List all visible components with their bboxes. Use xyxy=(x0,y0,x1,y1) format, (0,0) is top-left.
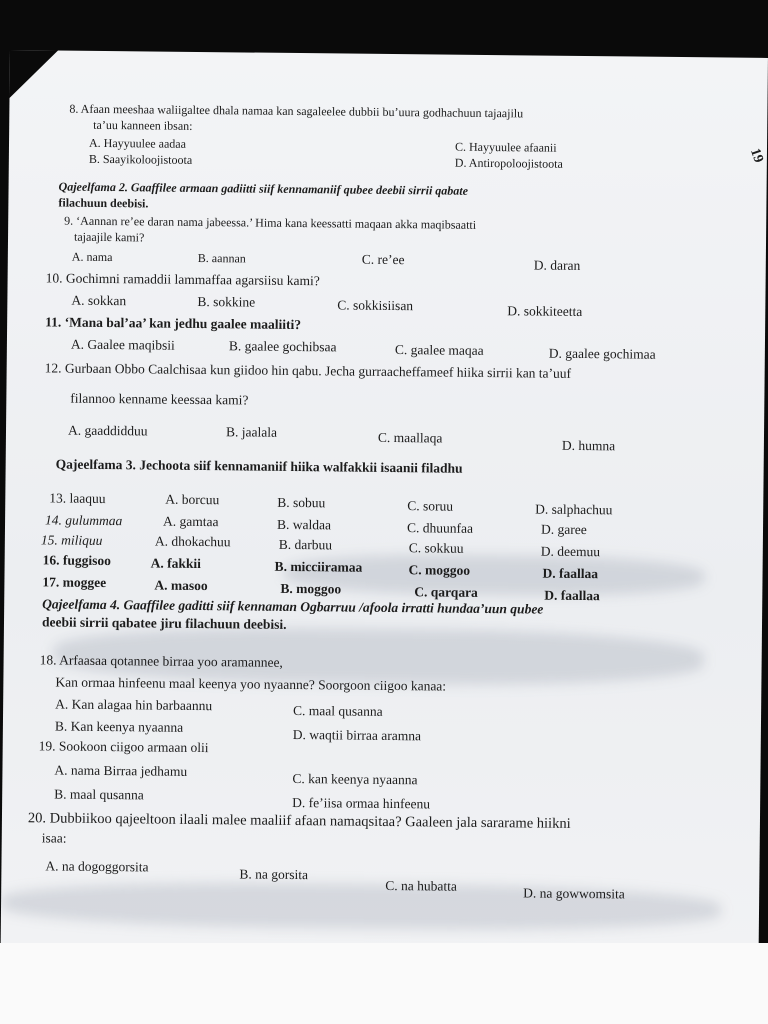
q15-option-b: B. darbuu xyxy=(278,536,333,553)
q12-option-b: B. jaalala xyxy=(225,424,278,440)
q10-option-b: B. sokkine xyxy=(197,293,256,310)
q9-stem-cont: tajaajile kami? xyxy=(73,229,145,245)
q16-option-c: C. moggoo xyxy=(408,562,471,578)
q18-option-a: A. Kan alagaa hin barbaannu xyxy=(55,696,213,714)
exam-sheet xyxy=(1,50,768,953)
q18-stem-cont: Kan ormaa hinfeenu maal keenya yoo nyaanne? Soorgoon ciigoo kanaa: xyxy=(55,674,447,694)
q11-option-c: C. gaalee maqaa xyxy=(394,342,484,358)
q11-option-a: A. Gaalee maqibsii xyxy=(70,336,175,353)
q19-stem: 19. Sookoon ciigoo armaan olii xyxy=(38,738,209,756)
folded-corner xyxy=(9,50,58,99)
q12-option-a: A. gaaddidduu xyxy=(67,422,148,439)
q15-option-d: D. deemuu xyxy=(540,543,601,560)
q14-option-a: A. gamtaa xyxy=(162,513,219,530)
q10-option-d: D. sokkiteetta xyxy=(507,303,583,320)
q19-option-c: C. kan keenya nyaanna xyxy=(292,770,418,788)
q11-option-d: D. gaalee gochimaa xyxy=(548,345,656,362)
q9-option-b: B. aannan xyxy=(197,250,246,266)
q13-option-d: D. salphachuu xyxy=(535,501,613,518)
q17-option-c: C. qarqara xyxy=(414,584,478,600)
q17-option-b: B. moggoo xyxy=(280,580,342,597)
q8-option-c: C. Hayyuulee afaanii xyxy=(454,139,557,155)
q16-option-b: B. micciiramaa xyxy=(274,558,363,575)
q12-stem-cont: filannoo kenname keessaa kami? xyxy=(70,390,249,408)
q12-stem: 12. Gurbaan Obbo Caalchisaa kun giidoo hin qabu. Jecha gurraacheffameef hiika sirrii kan ta’uuf xyxy=(44,360,572,381)
q8-option-b: B. Saayikoloojistoota xyxy=(88,151,193,167)
q8-stem: 8. Afaan meeshaa waliigaltee dhala namaa kan sagaleelee dubbii bu’uura godhachuun tajaajilu xyxy=(69,101,524,121)
q18-option-d: D. waqtii birraa aramna xyxy=(292,726,422,744)
q9-stem: 9. ‘Aannan re’ee daran nama jabeessa.’ Hima kana keessatti maqaan akka maqibsaatti xyxy=(64,213,477,232)
q10-stem: 10. Gochimni ramaddii lammaffaa agarsiisu kami? xyxy=(45,270,320,289)
q15-word: 15. miliquu xyxy=(40,532,103,548)
q20-option-d: D. na gowwomsita xyxy=(523,885,625,902)
q14-option-d: D. garee xyxy=(540,521,587,538)
section2-instruction-cont: filachuun deebisi. xyxy=(58,195,149,211)
q19-option-b: B. maal qusanna xyxy=(54,786,144,803)
section3-instruction: Qajeelfama 3. Jechoota siif kennamaniif hiika walfakkii isaanii filadhu xyxy=(55,456,463,476)
q19-option-d: D. fe’iisa ormaa hinfeenu xyxy=(292,794,431,812)
q16-option-a: A. fakkii xyxy=(150,555,201,572)
q14-option-c: C. dhuunfaa xyxy=(406,520,474,536)
page-number: 19 xyxy=(747,146,766,165)
q16-option-d: D. faallaa xyxy=(542,565,599,582)
q15-option-a: A. dhokachuu xyxy=(154,533,231,550)
q11-option-b: B. gaalee gochibsaa xyxy=(228,338,337,355)
q12-option-c: C. maallaqa xyxy=(377,429,443,446)
q17-option-a: A. masoo xyxy=(154,577,208,594)
section4-instruction: Qajeelfama 4. Gaaffilee gaditti siif kennaman Ogbarruu /afoola irratti hundaa’uun qubee xyxy=(42,596,544,617)
q9-option-d: D. daran xyxy=(533,257,581,273)
q14-option-b: B. waldaa xyxy=(276,516,332,533)
q18-option-c: C. maal qusanna xyxy=(293,703,383,719)
section4-instruction-cont: deebii sirrii qabatee jiru filachuun deebisi. xyxy=(41,614,287,632)
q13-word: 13. laaquu xyxy=(49,490,106,507)
q20-stem-cont: isaa: xyxy=(41,830,67,846)
q13-option-a: A. borcuu xyxy=(165,491,220,508)
q10-option-c: C. sokkisiisan xyxy=(337,297,414,314)
q19-option-a: A. nama Birraa jedhamu xyxy=(54,762,188,779)
q15-option-c: C. sokkuu xyxy=(408,540,464,556)
q20-stem: 20. Dubbiikoo qajeeltoon ilaali malee maaliif afaan namaqsitaa? Gaaleen jala sararame hiikni xyxy=(27,810,571,832)
q8-stem-cont: ta’uu kanneen ibsan: xyxy=(93,117,193,133)
q20-option-c: C. na hubatta xyxy=(385,877,457,894)
q18-option-b: B. Kan keenya nyaanna xyxy=(54,718,184,735)
q13-option-c: C. soruu xyxy=(407,498,454,514)
q14-word: 14. gulummaa xyxy=(45,512,123,529)
q8-option-d: D. Antiropoloojistoota xyxy=(454,155,563,171)
q20-option-a: A. na dogoggorsita xyxy=(45,858,149,875)
q20-option-b: B. na gorsita xyxy=(239,866,309,883)
q8-option-a: A. Hayyuulee aadaa xyxy=(88,135,187,151)
q10-option-a: A. sokkan xyxy=(71,292,127,309)
section2-instruction: Qajeelfama 2. Gaaffilee armaan gadiitti siif kennamaniif qubee deebii sirrii qabate xyxy=(58,179,469,198)
background-surface xyxy=(0,943,768,1024)
q11-stem: 11. ‘Mana bal’aa’ kan jedhu gaalee maaliiti? xyxy=(45,314,302,333)
q18-stem: 18. Arfaasaa qotannee birraa yoo aramannee, xyxy=(39,652,283,670)
q17-word: 17. moggee xyxy=(42,574,107,591)
q17-option-d: D. faallaa xyxy=(544,587,600,604)
q13-option-b: B. sobuu xyxy=(277,494,326,511)
q12-option-d: D. humna xyxy=(561,437,616,454)
q9-option-a: A. nama xyxy=(71,249,113,265)
q9-option-c: C. re’ee xyxy=(361,251,405,268)
q16-word: 16. fuggisoo xyxy=(42,552,112,569)
